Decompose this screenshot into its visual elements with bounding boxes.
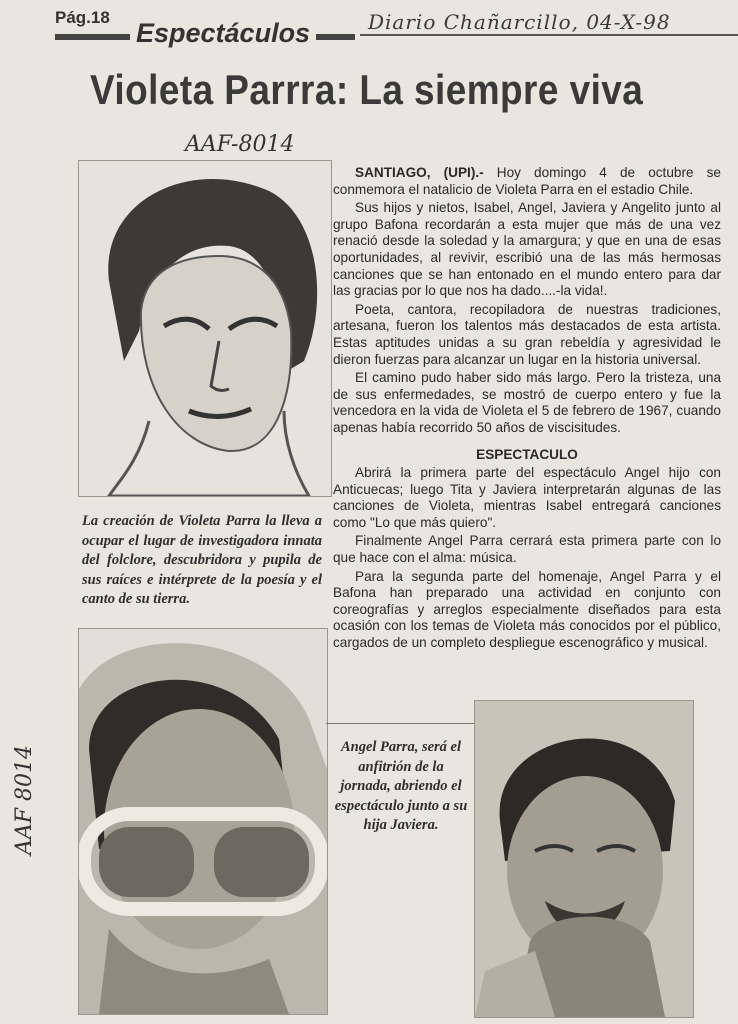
article-body: [333, 165, 721, 654]
article-paragraph-5: Abrirá la primera parte del espectáculo Angel hijo con Anticuecas; luego Tita y Javiera interpretarán algunas de las canciones de Violeta, mientras Isabel entregará canciones como "Lo que más quiero".: [333, 465, 721, 530]
handwritten-source-note: Diario Chañarcillo, 04-X-98: [368, 10, 671, 34]
article-paragraph-1-text: Hoy domingo 4 de octubre se conmemora el natalicio de Violeta Parra en el estadio Chile.: [333, 165, 721, 197]
article-paragraph-2: Sus hijos y nietos, Isabel, Angel, Javiera y Angelito junto al grupo Bafona recordarán a esta mujer que más de una vez renació desde la soledad y la amargura; y que en una de esas oportunidades, al revivir, escribió una de las más hermosas canciones que se han entonado en el mundo entero para dar las gracias por lo que nos ha dado....-la vida!.: [333, 200, 721, 299]
angel-parra-photo-icon: [475, 701, 693, 1017]
archive-stamp: AAF-8014: [185, 132, 295, 157]
headline: Violeta Parrra: La siempre viva: [90, 66, 644, 113]
article-paragraph-7: Para la segunda parte del homenaje, Angel Parra y el Bafona han preparado una actividad en conjunto con coreografías y arreglos especialmente diseñados para esta ocasión con los temas de Violeta más conocidos por el público, cargados de un completo despliegue escenográfico y musical.: [333, 568, 721, 651]
girl-glasses-photo-icon: [79, 629, 327, 1014]
archive-stamp-margin: AAF 8014: [12, 744, 37, 855]
angel-caption: Angel Parra, será el anfitrión de la jornada, abriendo el espectáculo junto a su hija Javiera.: [334, 739, 468, 833]
dateline: SANTIAGO, (UPI).-: [355, 165, 484, 180]
photo-girl-with-glasses: [78, 628, 328, 1015]
article-paragraph-6: Finalmente Angel Parra cerrará esta primera parte con lo que hace con el alma: música.: [333, 533, 721, 566]
article-paragraph-4: El camino pudo haber sido más largo. Pero la tristeza, una de sus enfermedades, se mostró de cuerpo entero y fue la vencedora en la vida de Violeta el 5 de febrero de 1967, cuando apenas había recorrido 50 años de viscisitudes.: [333, 370, 721, 435]
photo-angel-parra: [474, 700, 694, 1018]
caption-divider: [326, 723, 474, 724]
portrait-sketch-icon: [79, 161, 331, 496]
section-title: Espectáculos: [130, 18, 316, 49]
article-paragraph-3: Poeta, cantora, recopiladora de nuestras tradiciones, artesana, fueron los talentos más destacados de esta artista. Estas aptitudes unidas a su gran rebeldía y agresividad le dieron fuerzas para alcanzar un lugar en la historia universal.: [333, 301, 721, 367]
page-number: Pág.18: [55, 8, 110, 27]
article-subhead: ESPECTACULO: [476, 446, 578, 462]
header-rule-thin: [360, 34, 738, 36]
article-paragraph-1: [333, 165, 721, 198]
portrait-caption: La creación de Violeta Parra la lleva a ocupar el lugar de investigadora innata del folclore, descubridora y pupila de sus raíces e intérprete de la poesía y el canto de su tierra.: [82, 513, 322, 607]
portrait-drawing: [78, 160, 332, 497]
